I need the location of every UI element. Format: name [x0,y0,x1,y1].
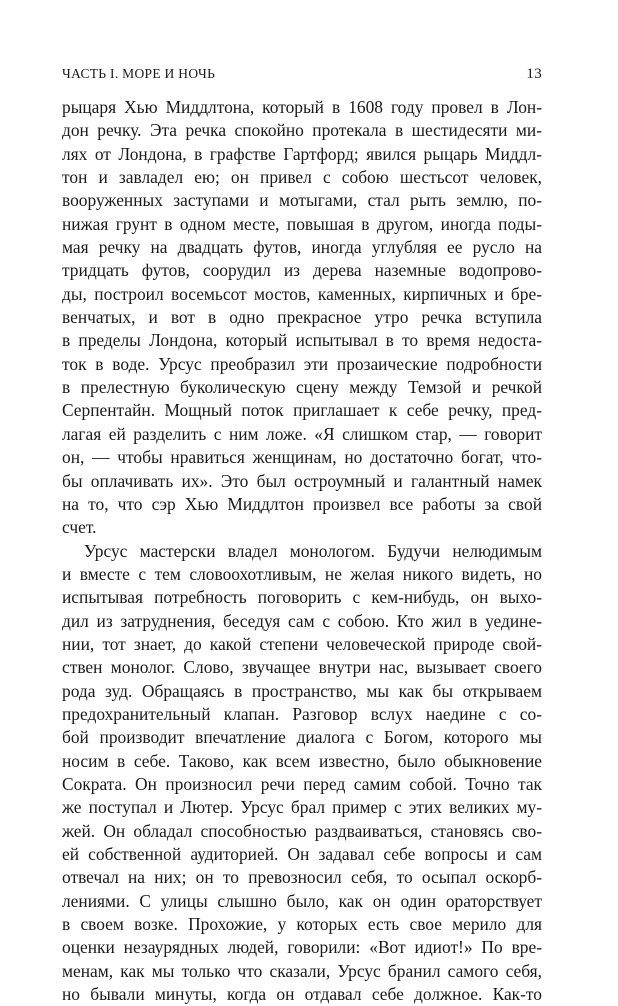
text-line: но бывали минуты, когда он отдавал себе должное. Как-то [62,984,542,1005]
text-line: лениями. С улицы слышно было, как он один ораторствует [62,890,542,911]
text-line: Урсус мастерски владел монологом. Будучи нелюдимым [84,540,542,561]
text-line: менам, как мы только что сказали, Урсус бранил самого себя, [62,960,542,981]
text-line: ей собственной аудиторией. Он задавал себе вопросы и сам [62,844,542,864]
body-text [62,96,542,1006]
text-line: он, — чтобы нравиться женщинам, но достаточно богат, что- [62,447,542,468]
text-line: лях от Лондона, в графстве Гартфорд; явился рыцарь Миддл- [62,143,542,164]
paragraph-2 [62,540,542,1006]
text-line: Сократа. Он произносил речи перед самим собой. Точно так [62,773,542,794]
text-line: лагая ей разделить с ним ложе. «Я слишком стар, — говорит [62,423,542,444]
text-line: ды, построил восемьсот мостов, каменных, кирпичных и бре- [62,283,542,304]
text-line: дон речку. Эта речка спокойно протекала в шестидесяти ми- [62,120,542,141]
text-line: ток в воде. Урсус преобразил эти прозаические подробности [62,353,542,374]
text-line: носим в себе. Таково, как всем известно, было обыкновение [62,750,542,771]
text-line: счет. [62,517,97,538]
text-line: бой производит впечатление диалога с Богом, которого мы [62,727,542,748]
running-head [62,66,542,83]
text-line: рыцаря Хью Миддлтона, который в 1608 году провел в Лон- [62,97,542,117]
text-line: в пределы Лондона, который испытывал в то время недоста- [62,330,542,351]
text-line: в прелестную буколическую сцену между Темзой и речкой [62,377,542,398]
text-line: же поступал и Лютер. Урсус брал пример с этих великих му- [62,797,542,818]
text-line: нии, тот знает, до какой степени человеческой природе свой- [62,633,542,654]
text-line: тридцать футов, соорудил из дерева наземные водопрово- [62,260,542,281]
text-line: дил из затруднения, беседуя сам с собою. Кто жил в уедине- [62,610,542,631]
text-line: рода зуд. Обращаясь в пространство, мы как бы открываем [62,680,542,701]
text-line: нижая грунт в одном месте, повышая в другом, иногда поды- [62,213,542,234]
text-line: жей. Он обладал способностью раздваиваться, становясь сво- [62,820,542,841]
text-line: и вместе с тем словоохотливым, не желая никого видеть, но [62,563,542,584]
paragraph-1 [62,96,542,540]
running-head-title: ЧАСТЬ I. МОРЕ И НОЧЬ [62,66,216,81]
text-line: оценки незаурядных людей, говорили: «Вот идиот!» По вре- [62,937,542,958]
text-line: Серпентайн. Мощный поток приглашает к себе речку, пред- [62,400,542,421]
text-line: на то, что сэр Хью Миддлтон произвел все работы за свой [62,493,542,514]
text-line: испытывая потребность поговорить с кем-нибудь, он выхо- [62,587,542,608]
text-line: вооруженных заступами и мотыгами, стал рыть землю, по- [62,190,542,211]
text-line: предохранительный клапан. Разговор вслух наедине с со- [62,703,542,724]
text-line: венчатых, и вот в одно прекрасное утро речка вступила [62,307,542,328]
text-line: мая речку на двадцать футов, иногда углубляя ее русло на [62,237,542,258]
page-number: 13 [526,66,542,82]
text-line: бы оплачивать их». Это был остроумный и галантный намек [62,470,542,491]
text-line: тон и завладел ею; он привел с собою шестьсот человек, [62,167,542,188]
text-line: в своем возке. Прохожие, у которых есть свое мерило для [62,914,542,935]
text-line: отвечал на них; он то превозносил себя, то осыпал оскорб- [62,867,542,888]
text-line: ствен монолог. Слово, звучащее внутри нас, вызывает своего [62,657,542,678]
